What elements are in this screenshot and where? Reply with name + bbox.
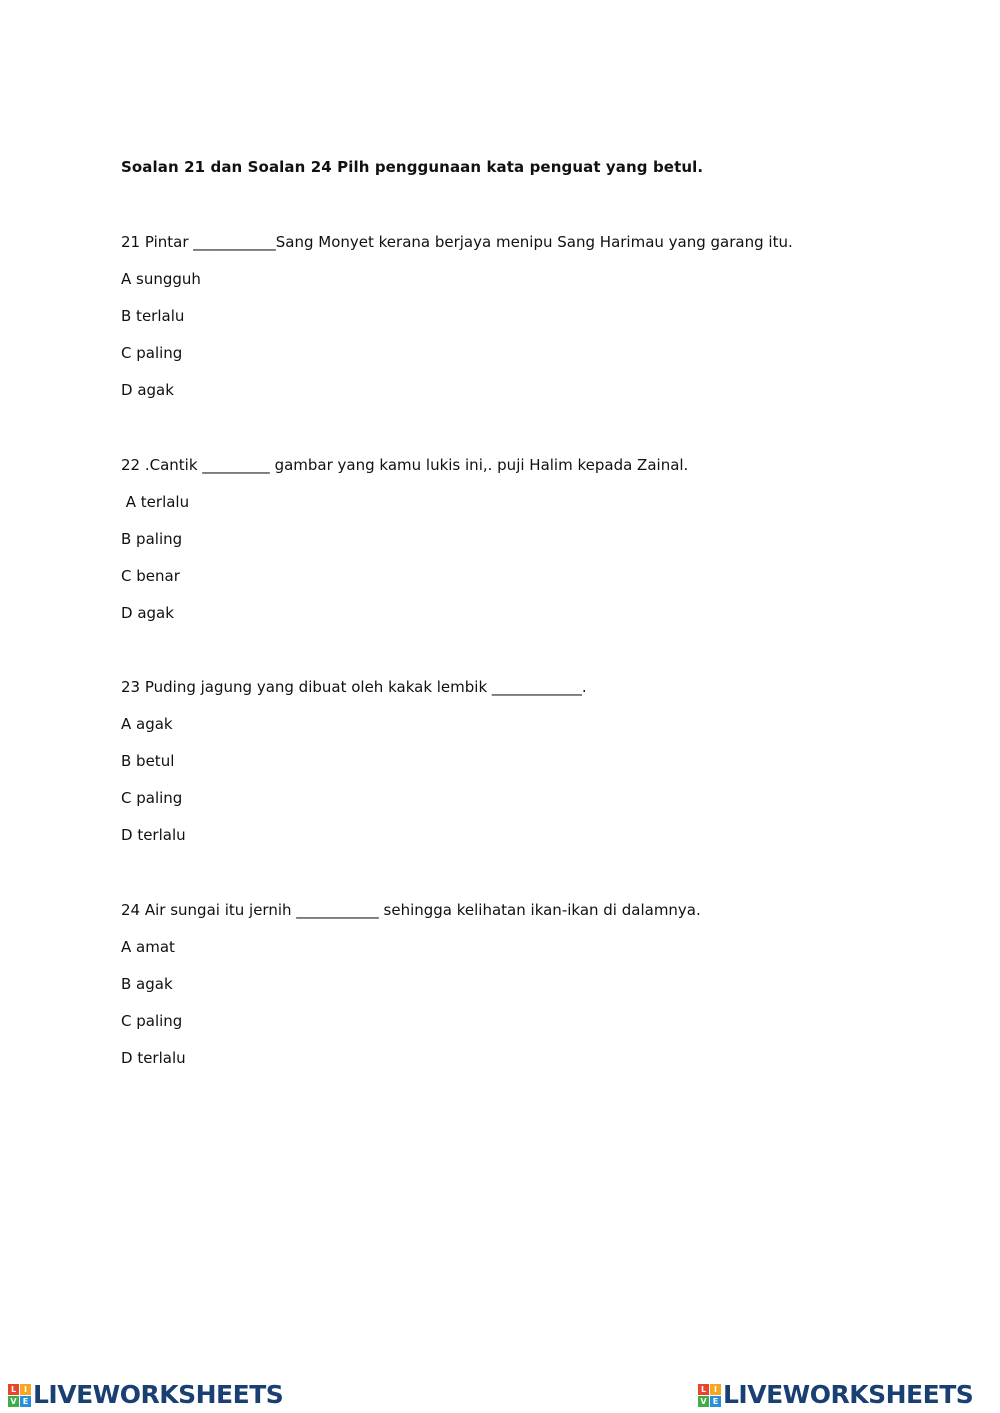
question-24 (121, 900, 701, 1069)
question-22 (121, 455, 688, 624)
logo-letter: L (698, 1384, 709, 1395)
logo-letter: E (20, 1396, 31, 1407)
question-text: 23 Puding jagung yang dibuat oleh kakak lembik ____________. (121, 678, 587, 696)
option-c: C paling (121, 344, 183, 362)
question-text: 24 Air sungai itu jernih ___________ sehingga kelihatan ikan-ikan di dalamnya. (121, 901, 701, 919)
option-a: A amat (121, 938, 175, 956)
instruction-text: Soalan 21 dan Soalan 24 Pilh penggunaan kata penguat yang betul. (121, 158, 704, 176)
logo-letter: L (8, 1384, 19, 1395)
option-c: C paling (121, 789, 183, 807)
liveworksheets-logo-right (698, 1380, 973, 1410)
logo-letter: I (20, 1384, 31, 1395)
logo-wordmark: LIVEWORKSHEETS (723, 1380, 974, 1409)
logo-letter: V (698, 1396, 709, 1407)
option-d: D terlalu (121, 1049, 186, 1067)
option-b: B agak (121, 975, 173, 993)
option-b: B terlalu (121, 307, 185, 325)
logo-letter: E (710, 1396, 721, 1407)
option-c: C benar (121, 567, 180, 585)
logo-letter: V (8, 1396, 19, 1407)
question-text: 21 Pintar ___________Sang Monyet kerana berjaya menipu Sang Harimau yang garang itu. (121, 233, 793, 251)
option-c: C paling (121, 1012, 183, 1030)
logo-icon (698, 1384, 721, 1407)
logo-wordmark: LIVEWORKSHEETS (33, 1380, 284, 1409)
question-text: 22 .Cantik _________ gambar yang kamu lukis ini,. puji Halim kepada Zainal. (121, 456, 689, 474)
question-21 (121, 232, 793, 401)
option-a: A terlalu (121, 493, 190, 511)
option-a: A agak (121, 715, 173, 733)
option-d: D agak (121, 604, 174, 622)
logo-icon (8, 1384, 31, 1407)
liveworksheets-logo-left (8, 1380, 283, 1410)
logo-letter: I (710, 1384, 721, 1395)
option-d: D terlalu (121, 826, 186, 844)
option-d: D agak (121, 381, 174, 399)
question-23 (121, 677, 587, 846)
option-b: B betul (121, 752, 175, 770)
option-a: A sungguh (121, 270, 201, 288)
option-b: B paling (121, 530, 183, 548)
